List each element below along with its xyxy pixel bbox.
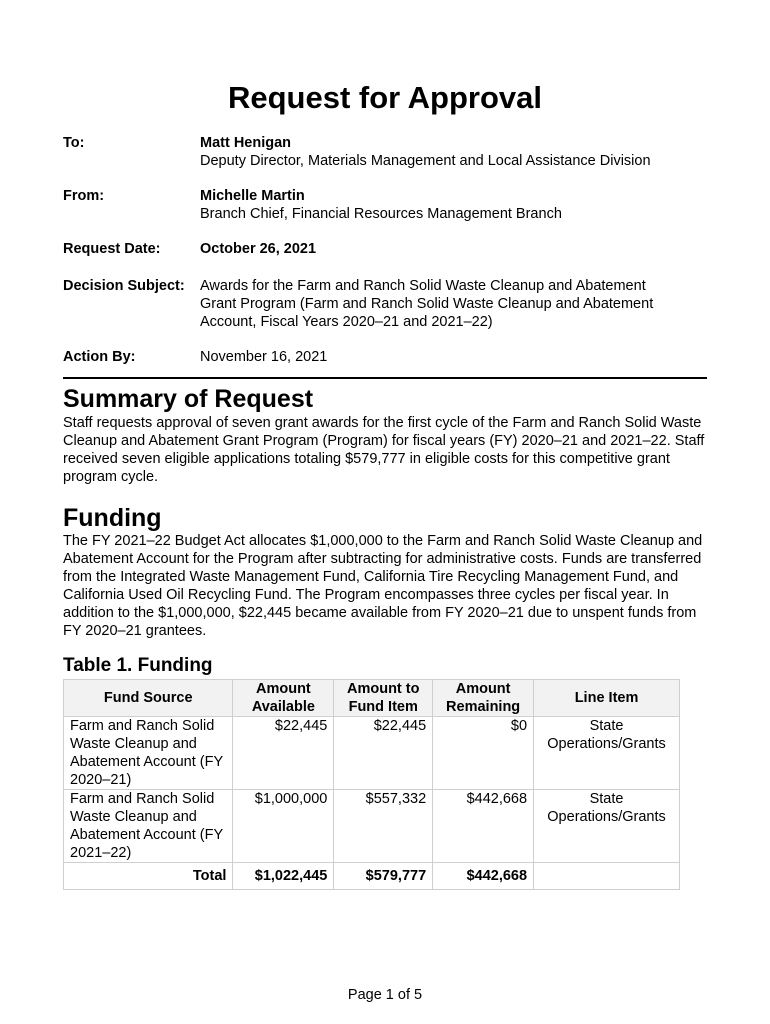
summary-text: Staff requests approval of seven grant awards for the first cycle of the Farm and Ranch Solid Waste Cleanup and Abatement Grant Program (Program) for fiscal years (FY) 2020–21 and 2021–22. Staff received seven eligible applications totaling $579,777 in eligible costs for this competitive grant program cycle. (63, 415, 705, 485)
table-cell: $22,445 (334, 717, 433, 790)
table-cell: State Operations/Grants (534, 790, 680, 863)
decision-subject-label: Decision Subject: (63, 278, 185, 294)
section-divider (63, 377, 707, 379)
table-cell: $442,668 (433, 863, 534, 890)
table-cell: $22,445 (233, 717, 334, 790)
from-detail: Branch Chief, Financial Resources Management Branch (200, 206, 562, 222)
summary-heading: Summary of Request (63, 385, 314, 413)
table-title: Table 1. Funding (63, 655, 213, 676)
column-header: Fund Source (64, 680, 233, 717)
request-date-value: October 26, 2021 (200, 241, 317, 257)
column-header: Amount Available (233, 680, 334, 717)
table-cell: State Operations/Grants (534, 717, 680, 790)
table-total-row (64, 863, 680, 890)
decision-subject-value: Awards for the Farm and Ranch Solid Waste Cleanup and Abatement Grant Program (Farm and Ranch Solid Waste Cleanup and Abatement Account, Fiscal Years 2020–21 and 2021–22) (200, 278, 654, 330)
table-row (64, 717, 680, 790)
column-header: Amount to Fund Item (334, 680, 433, 717)
table-cell: $1,022,445 (233, 863, 334, 890)
funding-heading: Funding (63, 504, 162, 532)
column-header: Line Item (534, 680, 680, 717)
table-cell: Farm and Ranch Solid Waste Cleanup and Abatement Account (FY 2021–22) (64, 790, 233, 863)
table-cell: $1,000,000 (233, 790, 334, 863)
from-name: Michelle Martin (200, 188, 305, 204)
action-by-label: Action By: (63, 349, 136, 365)
table-cell: $0 (433, 717, 534, 790)
to-name: Matt Henigan (200, 135, 292, 151)
to-detail: Deputy Director, Materials Management and Local Assistance Division (200, 153, 651, 169)
total-label: Total (64, 863, 233, 890)
column-header: Amount Remaining (433, 680, 534, 717)
page-number: Page 1 of 5 (347, 987, 423, 1003)
table-row (64, 790, 680, 863)
table-header-row (64, 680, 680, 717)
table-cell: Farm and Ranch Solid Waste Cleanup and Abatement Account (FY 2020–21) (64, 717, 233, 790)
table-cell: $442,668 (433, 790, 534, 863)
action-by-value: November 16, 2021 (200, 349, 328, 365)
to-label: To: (63, 135, 85, 151)
funding-table (63, 679, 680, 890)
request-date-label: Request Date: (63, 241, 161, 257)
table-cell: $557,332 (334, 790, 433, 863)
table-cell (534, 863, 680, 890)
page-title: Request for Approval (227, 80, 543, 115)
from-label: From: (63, 188, 105, 204)
table-cell: $579,777 (334, 863, 433, 890)
funding-text: The FY 2021–22 Budget Act allocates $1,000,000 to the Farm and Ranch Solid Waste Cleanup and Abatement Account for the Program after subtracting for administrative costs. Funds are transferred from the Integrated Waste Management Fund, California Tire Recycling Management Fund, and California Used Oil Recycling Fund. The Program encompasses three cycles per fiscal year. In addition to the $1,000,000, $22,445 became available from FY 2020–21 due to unspent funds from FY 2020–21 grantees. (63, 533, 703, 639)
